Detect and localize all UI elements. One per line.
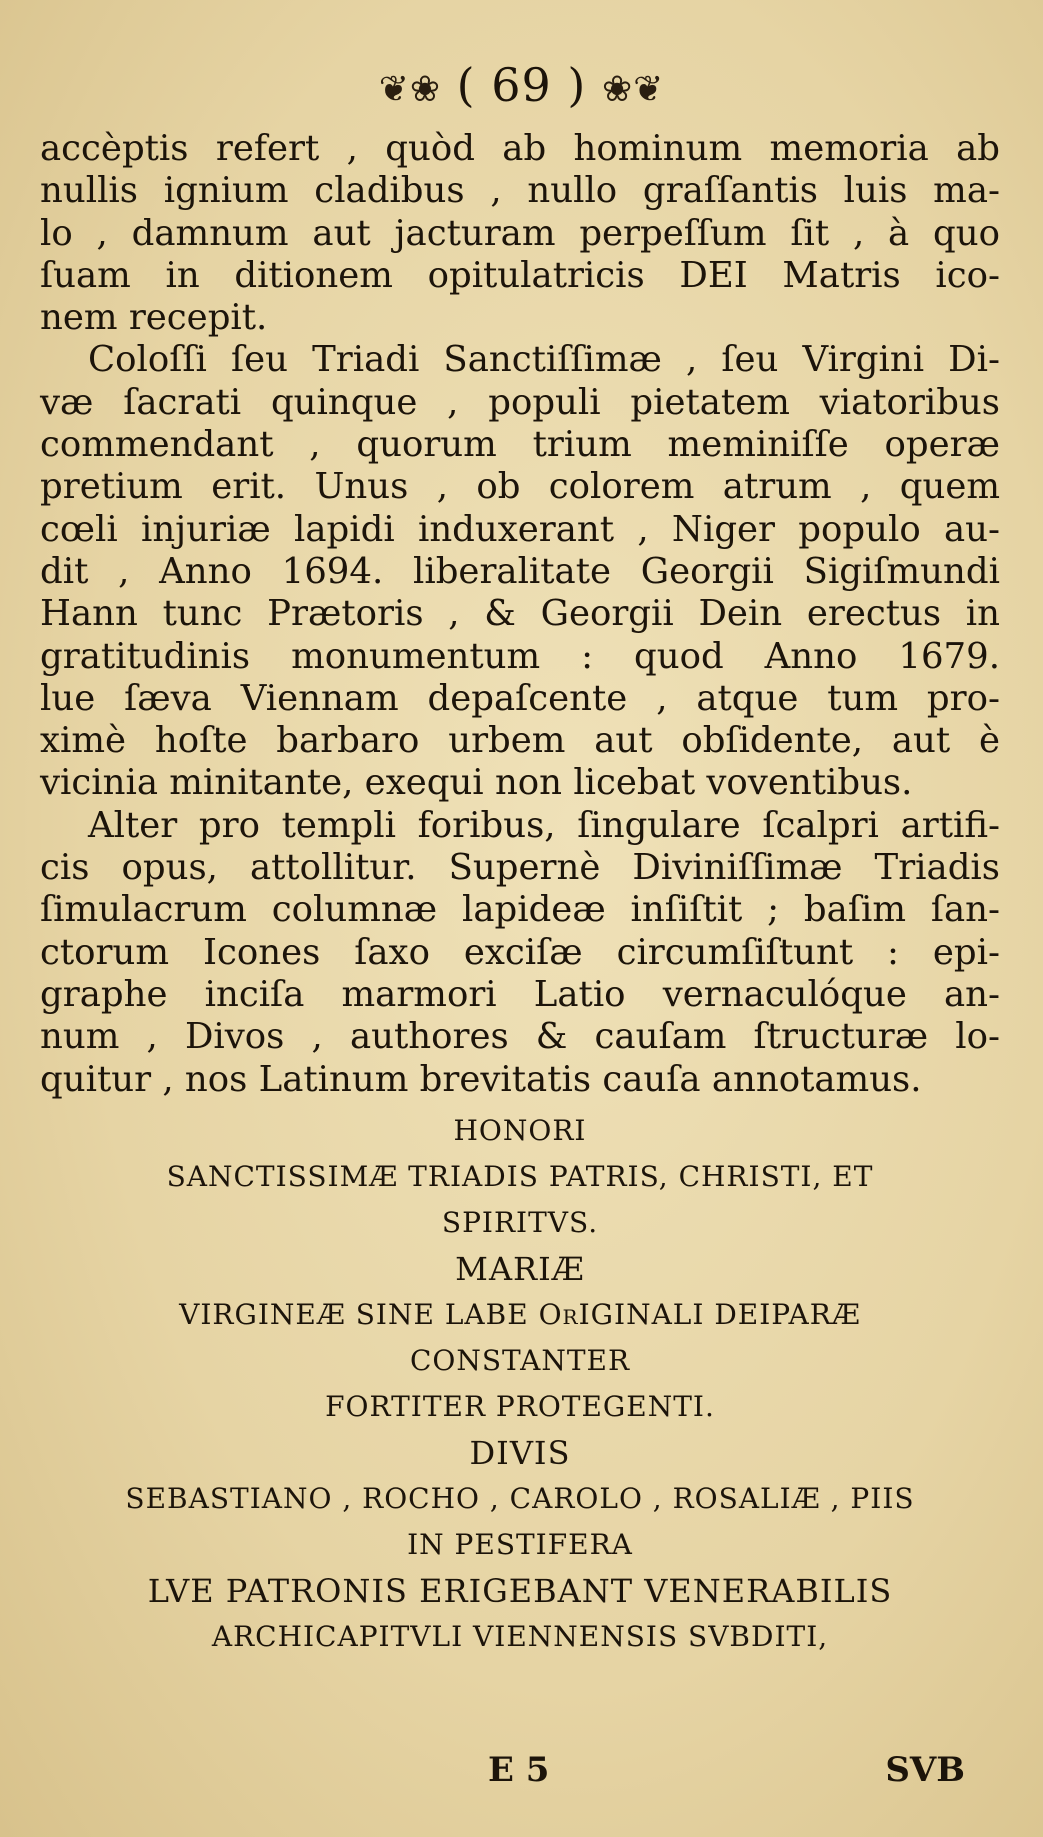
text-line: ſuam in ditionem opitulatricis DEI Matris ico-: [40, 254, 1000, 296]
text-line: lue ſæva Viennam depaſcente , atque tum pro-: [40, 677, 1000, 719]
text-line: cœli injuriæ lapidi induxerant , Niger populo au-: [40, 508, 1000, 550]
inscription-line: ARCHICAPITVLI VIENNENSIS SVBDITI,: [211, 1620, 829, 1653]
inscription: [30, 1108, 1010, 1660]
inscription-line: SEBASTIANO , ROCHO , CAROLO , ROSALIÆ , PIIS: [125, 1482, 915, 1515]
page-footer: [0, 1750, 1043, 1790]
text-line: gratitudinis monumentum : quod Anno 1679.: [40, 635, 1000, 677]
text-line: nem recepit.: [40, 297, 268, 339]
inscription-line: HONORI: [453, 1114, 587, 1147]
text-line: Alter pro templi foribus, ſingulare ſcalpri artifi-: [88, 804, 1000, 846]
inscription-line: MARIÆ: [455, 1250, 585, 1288]
inscription-line: IN PESTIFERA: [407, 1528, 633, 1561]
text-line: cis opus, attollitur. Supernè Diviniſſimæ Triadis: [40, 847, 1000, 889]
page-number: ( 69 ): [456, 58, 587, 112]
inscription-line: FORTITER PROTEGENTI.: [325, 1390, 715, 1423]
text-line: væ ſacrati quinque , populi pietatem viatoribus: [40, 381, 1000, 423]
text-line: ſimulacrum columnæ lapideæ inſiſtit ; baſim ſan-: [40, 889, 1000, 931]
ornament-right-icon: ❀❦: [601, 69, 665, 110]
inscription-line: LVE PATRONIS ERIGEBANT VENERABILIS: [147, 1572, 893, 1610]
inscription-line: CONSTANTER: [409, 1344, 631, 1377]
catchword: SVB: [885, 1750, 965, 1790]
text-line: Coloſſi ſeu Triadi Sanctiſſimæ , ſeu Virgini Di-: [88, 339, 1000, 381]
page-header: [0, 58, 1043, 112]
text-line: commendant , quorum trium meminiſſe operæ: [40, 424, 1000, 466]
inscription-line: VIRGINEÆ SINE LABE OrIGINALI DEIPARÆ: [179, 1298, 861, 1331]
text-line: nullis ignium cladibus , nullo graſſantis luis ma-: [40, 170, 1000, 212]
text-line: dit , Anno 1694. liberalitate Georgii Sigiſmundi: [40, 550, 1000, 592]
text-line: num , Divos , authores & cauſam ſtructuræ lo-: [40, 1016, 1000, 1058]
text-line: quitur , nos Latinum brevitatis cauſa annotamus.: [40, 1058, 922, 1100]
text-line: graphe inciſa marmori Latio vernaculóque an-: [40, 973, 1000, 1015]
ornament-left-icon: ❦❀: [378, 69, 442, 110]
text-line: ximè hoſte barbaro urbem aut obſidente, aut è: [40, 720, 1000, 762]
text-line: Hann tunc Prætoris , & Georgii Dein erectus in: [40, 593, 1000, 635]
body-text: [40, 128, 1000, 1101]
text-line: pretium erit. Unus , ob colorem atrum , quem: [40, 466, 1000, 508]
inscription-line: SANCTISSIMÆ TRIADIS PATRIS, CHRISTI, ET: [166, 1160, 874, 1193]
text-line: lo , damnum aut jacturam perpeſſum ſit , à quo: [40, 212, 1000, 254]
inscription-line: SPIRITVS.: [441, 1206, 599, 1239]
text-line: accèptis refert , quòd ab hominum memoria ab: [40, 128, 1000, 169]
text-line: vicinia minitante, exequi non licebat voventibus.: [40, 762, 913, 804]
text-line: ctorum Icones ſaxo exciſæ circumſiſtunt : epi-: [40, 931, 1000, 973]
inscription-line: DIVIS: [469, 1434, 571, 1472]
signature-mark: E 5: [488, 1750, 550, 1790]
